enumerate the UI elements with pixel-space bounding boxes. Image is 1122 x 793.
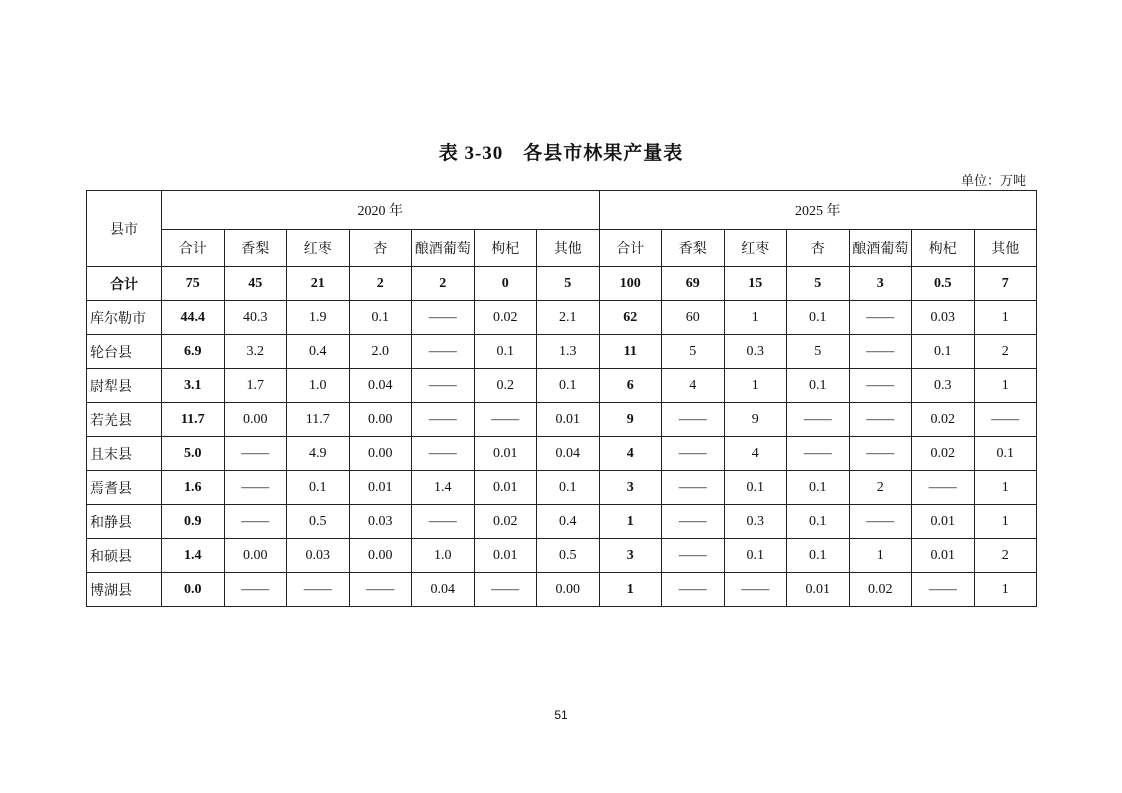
- header-row-years: [87, 191, 1037, 230]
- table-row: [87, 335, 1037, 369]
- table-cell: 11.7: [162, 403, 225, 437]
- table-cell: 1: [849, 539, 912, 573]
- table-cell: 0.1: [537, 369, 600, 403]
- table-cell: 4.9: [287, 437, 350, 471]
- table-row: [87, 505, 1037, 539]
- county-name: 和硕县: [87, 539, 162, 573]
- table-cell: 0.00: [224, 403, 287, 437]
- column-header: 酿酒葡萄: [412, 230, 475, 267]
- county-name: 轮台县: [87, 335, 162, 369]
- table-cell: 0.1: [974, 437, 1037, 471]
- table-cell: ——: [912, 573, 975, 607]
- table-cell: 0.01: [349, 471, 412, 505]
- table-cell: 0.03: [349, 505, 412, 539]
- table-cell: ——: [224, 505, 287, 539]
- table-cell: 0.1: [537, 471, 600, 505]
- table-cell: 0.01: [474, 471, 537, 505]
- table-cell: ——: [412, 335, 475, 369]
- table-cell: 5.0: [162, 437, 225, 471]
- table-cell: 0.1: [287, 471, 350, 505]
- table-cell: 2: [349, 267, 412, 301]
- table-cell: ——: [849, 301, 912, 335]
- table-cell: ——: [349, 573, 412, 607]
- column-header: 枸杞: [912, 230, 975, 267]
- table-cell: ——: [724, 573, 787, 607]
- table-cell: 0.03: [287, 539, 350, 573]
- table-cell: 0.02: [849, 573, 912, 607]
- table-cell: 0.3: [724, 505, 787, 539]
- table-cell: ——: [849, 505, 912, 539]
- table-cell: 1.4: [412, 471, 475, 505]
- table-cell: 9: [724, 403, 787, 437]
- table-cell: 0.01: [912, 505, 975, 539]
- table-cell: 1.7: [224, 369, 287, 403]
- table-row: [87, 539, 1037, 573]
- table-cell: ——: [662, 573, 725, 607]
- county-name: 且末县: [87, 437, 162, 471]
- table-cell: 5: [537, 267, 600, 301]
- table-cell: 45: [224, 267, 287, 301]
- table-cell: 0.5: [537, 539, 600, 573]
- table-cell: ——: [662, 505, 725, 539]
- table-cell: 1.0: [412, 539, 475, 573]
- table-cell: 1: [974, 301, 1037, 335]
- table-row: [87, 437, 1037, 471]
- column-header: 其他: [974, 230, 1037, 267]
- table-cell: 11.7: [287, 403, 350, 437]
- table-cell: ——: [787, 437, 850, 471]
- table-cell: 5: [787, 335, 850, 369]
- table-cell: 1: [974, 471, 1037, 505]
- table-cell: 0.1: [787, 471, 850, 505]
- table-row: [87, 369, 1037, 403]
- column-header: 枸杞: [474, 230, 537, 267]
- table-cell: 0.00: [349, 437, 412, 471]
- table-cell: 0.04: [412, 573, 475, 607]
- table-cell: 0.00: [537, 573, 600, 607]
- table-cell: 1: [974, 573, 1037, 607]
- table-cell: 62: [599, 301, 662, 335]
- table-cell: 3: [599, 471, 662, 505]
- table-cell: 1.0: [287, 369, 350, 403]
- table-cell: 5: [662, 335, 725, 369]
- table-cell: ——: [412, 301, 475, 335]
- table-cell: 0.02: [912, 403, 975, 437]
- table-cell: 1.3: [537, 335, 600, 369]
- table-cell: 0.03: [912, 301, 975, 335]
- table-cell: ——: [662, 471, 725, 505]
- table-cell: ——: [412, 437, 475, 471]
- table-cell: 1.6: [162, 471, 225, 505]
- table-cell: ——: [412, 505, 475, 539]
- column-header: 其他: [537, 230, 600, 267]
- table-cell: 0.4: [287, 335, 350, 369]
- table-cell: 0.02: [474, 505, 537, 539]
- table-cell: 0.1: [787, 369, 850, 403]
- table-cell: 100: [599, 267, 662, 301]
- table-cell: 0.04: [349, 369, 412, 403]
- county-name: 尉犁县: [87, 369, 162, 403]
- table-cell: 0.1: [787, 301, 850, 335]
- column-header: 红枣: [287, 230, 350, 267]
- page-number: 51: [554, 708, 568, 722]
- county-column-header: 县市: [87, 191, 162, 267]
- table-cell: 0.00: [224, 539, 287, 573]
- year-2025-header: 2025 年: [599, 191, 1037, 230]
- table-cell: ——: [974, 403, 1037, 437]
- table-cell: 6.9: [162, 335, 225, 369]
- table-cell: ——: [474, 403, 537, 437]
- table-cell: 1: [599, 573, 662, 607]
- table-cell: 0.00: [349, 403, 412, 437]
- table-cell: 0.5: [912, 267, 975, 301]
- table-cell: 1.4: [162, 539, 225, 573]
- column-header: 合计: [599, 230, 662, 267]
- county-name: 合计: [87, 267, 162, 301]
- table-cell: 0.00: [349, 539, 412, 573]
- table-cell: 0.4: [537, 505, 600, 539]
- table-cell: ——: [662, 403, 725, 437]
- table-cell: 3.2: [224, 335, 287, 369]
- county-name: 焉耆县: [87, 471, 162, 505]
- table-cell: 0.01: [912, 539, 975, 573]
- table-cell: 1: [599, 505, 662, 539]
- column-header: 红枣: [724, 230, 787, 267]
- table-cell: 0.1: [787, 539, 850, 573]
- table-cell: ——: [849, 437, 912, 471]
- table-cell: 1.9: [287, 301, 350, 335]
- table-cell: ——: [662, 437, 725, 471]
- table-cell: 3: [599, 539, 662, 573]
- table-cell: 0.1: [724, 539, 787, 573]
- table-row: [87, 573, 1037, 607]
- column-header: 合计: [162, 230, 225, 267]
- table-cell: 1: [974, 369, 1037, 403]
- table-cell: 40.3: [224, 301, 287, 335]
- table-cell: 0.2: [474, 369, 537, 403]
- table-cell: 2: [412, 267, 475, 301]
- table-cell: 4: [724, 437, 787, 471]
- table-cell: 2: [849, 471, 912, 505]
- table-cell: 4: [599, 437, 662, 471]
- table-cell: 2.0: [349, 335, 412, 369]
- table-cell: 2.1: [537, 301, 600, 335]
- table-cell: ——: [287, 573, 350, 607]
- column-header: 杏: [787, 230, 850, 267]
- table-cell: 0.04: [537, 437, 600, 471]
- table-cell: 0.01: [474, 539, 537, 573]
- table-cell: ——: [662, 539, 725, 573]
- table-cell: 2: [974, 335, 1037, 369]
- table-cell: ——: [912, 471, 975, 505]
- county-name: 博湖县: [87, 573, 162, 607]
- table-cell: 0.1: [724, 471, 787, 505]
- column-header: 杏: [349, 230, 412, 267]
- table-cell: 0.0: [162, 573, 225, 607]
- table-cell: 69: [662, 267, 725, 301]
- table-cell: ——: [412, 403, 475, 437]
- table-cell: 4: [662, 369, 725, 403]
- year-2020-header: 2020 年: [162, 191, 600, 230]
- table-cell: ——: [849, 403, 912, 437]
- county-name: 库尔勒市: [87, 301, 162, 335]
- table-row: [87, 471, 1037, 505]
- table-cell: 2: [974, 539, 1037, 573]
- table-cell: 21: [287, 267, 350, 301]
- table-title: 表 3-30 各县市林果产量表: [438, 143, 684, 164]
- table-cell: 60: [662, 301, 725, 335]
- table-cell: 44.4: [162, 301, 225, 335]
- table-cell: 0.02: [912, 437, 975, 471]
- table-cell: ——: [224, 437, 287, 471]
- table-cell: 0.3: [724, 335, 787, 369]
- table-cell: 0.5: [287, 505, 350, 539]
- table-cell: 1: [724, 369, 787, 403]
- table-cell: ——: [849, 335, 912, 369]
- county-name: 若羌县: [87, 403, 162, 437]
- table-cell: ——: [787, 403, 850, 437]
- column-header: 香梨: [224, 230, 287, 267]
- table-cell: 5: [787, 267, 850, 301]
- output-table: [86, 190, 1037, 607]
- table-row: [87, 403, 1037, 437]
- table-cell: 3.1: [162, 369, 225, 403]
- table-cell: ——: [224, 573, 287, 607]
- table-cell: 0.1: [912, 335, 975, 369]
- column-header: 酿酒葡萄: [849, 230, 912, 267]
- table-cell: 0.01: [537, 403, 600, 437]
- column-header: 香梨: [662, 230, 725, 267]
- table-cell: 1: [974, 505, 1037, 539]
- header-row-fruits: [87, 230, 1037, 267]
- table-cell: ——: [474, 573, 537, 607]
- county-name: 和静县: [87, 505, 162, 539]
- table-cell: ——: [224, 471, 287, 505]
- table-cell: 7: [974, 267, 1037, 301]
- table-cell: 0: [474, 267, 537, 301]
- table-row: [87, 267, 1037, 301]
- table-cell: 0.3: [912, 369, 975, 403]
- table-cell: 0.1: [349, 301, 412, 335]
- table-cell: 15: [724, 267, 787, 301]
- table-cell: 0.02: [474, 301, 537, 335]
- table-cell: 0.1: [474, 335, 537, 369]
- unit-label: 单位：万吨: [960, 173, 1026, 188]
- table-cell: ——: [849, 369, 912, 403]
- table-row: [87, 301, 1037, 335]
- table-cell: 0.01: [474, 437, 537, 471]
- table-cell: 9: [599, 403, 662, 437]
- table-cell: 3: [849, 267, 912, 301]
- table-cell: 0.1: [787, 505, 850, 539]
- table-cell: 0.01: [787, 573, 850, 607]
- table-cell: ——: [412, 369, 475, 403]
- table-cell: 6: [599, 369, 662, 403]
- table-cell: 11: [599, 335, 662, 369]
- table-cell: 75: [162, 267, 225, 301]
- table-cell: 0.9: [162, 505, 225, 539]
- table-cell: 1: [724, 301, 787, 335]
